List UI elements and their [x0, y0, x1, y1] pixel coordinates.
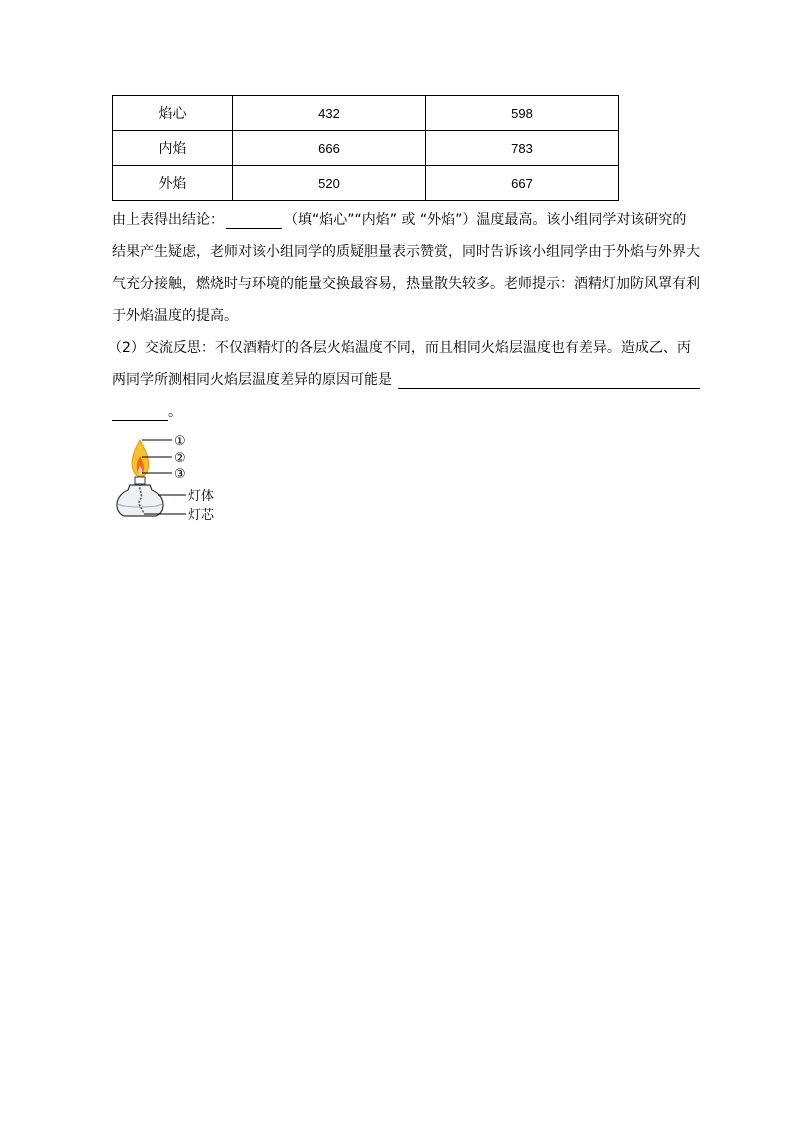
table-cell: 666 [233, 131, 426, 166]
answer-blank-1[interactable] [226, 212, 282, 229]
reflection-line-1: （2）交流反思：不仅酒精灯的各层火焰温度不同，而且相同火焰层温度也有差异。造成乙、丙 [108, 340, 691, 356]
row-label: 焰心 [113, 96, 233, 131]
reflection-paragraph [108, 332, 700, 428]
table-cell: 598 [426, 96, 619, 131]
answer-blank-2[interactable] [398, 372, 700, 389]
conclusion-line-2: 结果产生疑虑，老师对该小组同学的质疑胆量表示赞赏，同时告诉该小组同学由于外焰与外界大 [112, 244, 700, 260]
table-cell: 520 [233, 166, 426, 201]
reflection-period: 。 [168, 404, 182, 420]
alcohol-lamp-diagram [108, 430, 228, 530]
lamp-body-icon [117, 485, 163, 516]
flame-label-3: ③ [174, 467, 186, 482]
lamp-body-label: 灯体 [188, 489, 215, 504]
lamp-wick-label: 灯芯 [188, 508, 215, 523]
reflection-question: 两同学所测相同火焰层温度差异的原因可能是 [112, 372, 392, 388]
table-row [113, 96, 619, 131]
table-row [113, 131, 619, 166]
conclusion-prefix: 由上表得出结论： [112, 212, 224, 228]
conclusion-paragraph [112, 204, 700, 332]
row-label: 外焰 [113, 166, 233, 201]
conclusion-line-4: 于外焰温度的提高。 [112, 308, 238, 324]
table-cell: 783 [426, 131, 619, 166]
table-cell: 432 [233, 96, 426, 131]
table-cell: 667 [426, 166, 619, 201]
reflection-line-3 [112, 396, 700, 428]
answer-blank-2-continued[interactable] [112, 404, 168, 421]
flame-label-2: ② [174, 451, 186, 466]
conclusion-line-1 [112, 204, 700, 236]
flame-label-1: ① [174, 434, 186, 449]
reflection-line-2 [112, 364, 700, 396]
flame-temperature-table [112, 95, 619, 201]
conclusion-line-3: 气充分接触，燃烧时与环境的能量交换最容易，热量散失较多。老师提示：酒精灯加防风罩有利 [112, 276, 700, 292]
conclusion-suffix: （填“焰心”“内焰” 或 “外焰”）温度最高。该小组同学对该研究的 [284, 212, 687, 228]
row-label: 内焰 [113, 131, 233, 166]
table-row [113, 166, 619, 201]
lamp-neck-icon [135, 477, 145, 484]
